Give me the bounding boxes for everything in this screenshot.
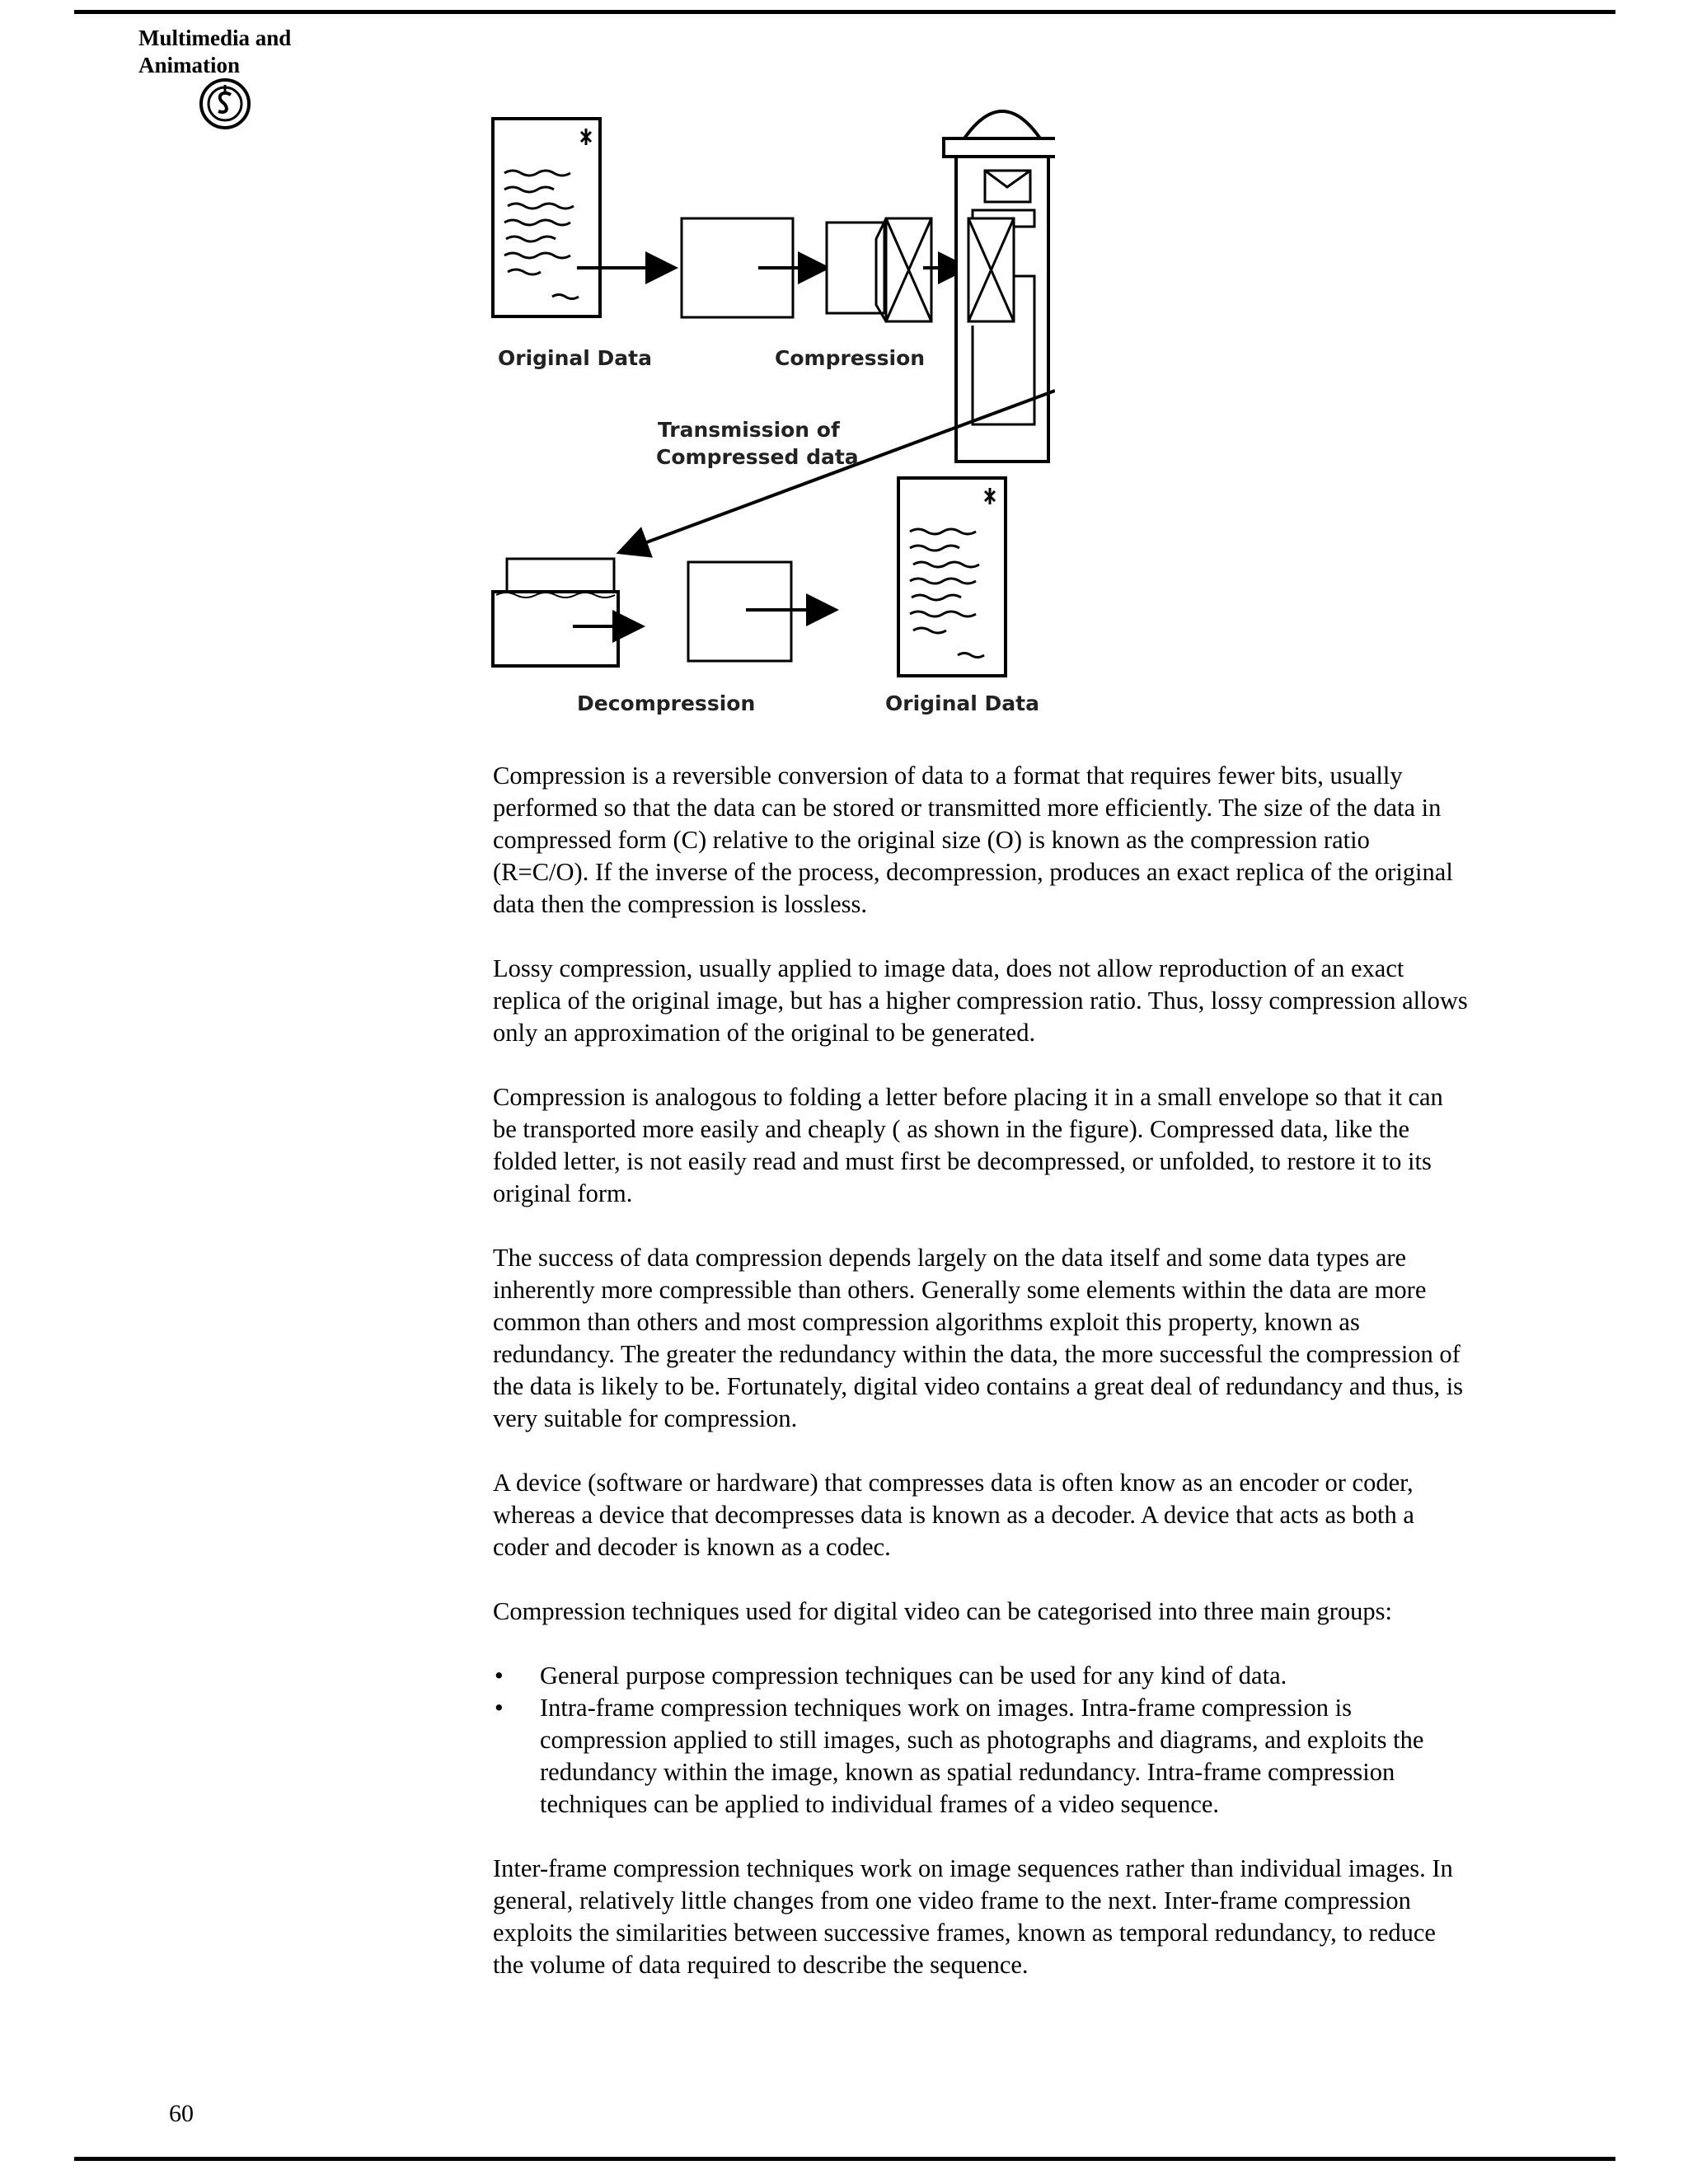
running-header <box>138 25 291 79</box>
bullet-marker: • <box>495 1661 504 1690</box>
paragraph: Lossy compression, usually applied to image data, does not allow reproduction of an exact replica of the original image, but has a higher compression ratio. Thus, lossy compression allows only an approximation of the original to be generated. <box>493 954 1468 1047</box>
top-rule <box>74 10 1615 14</box>
paragraph: A device (software or hardware) that compresses data is often know as an encoder or coder, whereas a device that decompresses data is known as a decoder. A device that acts as both a coder and decoder is known as a codec. <box>493 1469 1414 1561</box>
paragraph: The success of data compression depends largely on the data itself and some data types are inherently more compressible than others. Generally some elements within the data are more common than others and most compression algorithms exploit this property, known as redundancy. The greater the redundancy within the data, the more successful the compression of the data is likely to be. Fortunately, digital video contains a great deal of redundancy and thus, is very suitable for compression. <box>493 1244 1464 1432</box>
label-compression: Compression <box>775 346 926 370</box>
compression-diagram-svg <box>486 91 1055 725</box>
bottom-rule <box>74 2157 1615 2161</box>
list-item <box>493 1692 1470 1821</box>
label-original-data-bottom: Original Data <box>885 691 1039 715</box>
original-document-bottom-icon <box>898 478 1006 676</box>
label-transmission-line1: Transmission of <box>658 418 840 442</box>
header-line-2: Animation <box>138 53 241 77</box>
paragraph: Compression is a reversible conversion of data to a format that requires fewer bits, usually performed so that the data can be stored or transmitted more efficiently. The size of the data in compressed form (C) relative to the original size (O) is known as the compression ratio (R=C/O). If the inverse of the process, decompression, produces an exact replica of the original data then the compression is lossless. <box>493 762 1453 918</box>
label-transmission-line2: Compressed data <box>656 445 859 469</box>
bullet-marker: • <box>495 1694 504 1722</box>
paragraph: Compression techniques used for digital video can be categorised into three main groups: <box>493 1597 1392 1625</box>
page-number: 60 <box>169 2100 194 2127</box>
list-item <box>493 1660 1470 1692</box>
compression-diagram <box>486 91 1055 725</box>
institution-emblem-icon <box>198 77 252 131</box>
opened-envelope-icon <box>493 559 618 666</box>
label-original-data-top: Original Data <box>498 346 652 370</box>
header-line-1: Multimedia and <box>138 26 292 50</box>
original-document-top-icon <box>493 119 600 316</box>
bullet-list <box>493 1660 1470 1821</box>
paragraph: Inter-frame compression techniques work on image sequences rather than individual images. In general, relatively little changes from one video frame to the next. Inter-frame compression exploits the similarities between successive frames, known as temporal redundancy, to reduce the volume of data required to describe the sequence. <box>493 1854 1453 1979</box>
list-item-text: General purpose compression techniques can be used for any kind of data. <box>540 1661 1287 1690</box>
label-decompression: Decompression <box>577 691 756 715</box>
paragraph: Compression is analogous to folding a letter before placing it in a small envelope so that it can be transported more easily and cheaply ( as shown in the figure). Compressed data, like the folded letter, is not easily read and must first be decompressed, or unfolded, to restore it to its original form. <box>493 1083 1443 1207</box>
list-item-text: Intra-frame compression techniques work on images. Intra-frame compression is compression applied to still images, such as photographs and diagrams, and exploits the redundancy within the image, known as spatial redundancy. Intra-frame compression techniques can be applied to individual frames of a video sequence. <box>540 1694 1424 1818</box>
body-text <box>493 760 1470 2013</box>
